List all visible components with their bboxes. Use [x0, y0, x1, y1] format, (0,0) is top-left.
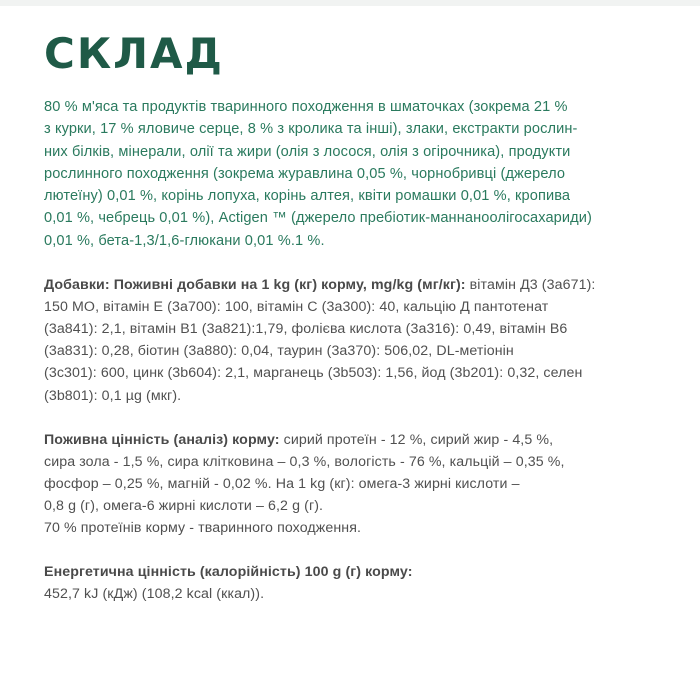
nutrition-line: 70 % протеїнів корму - тваринного походження. — [44, 520, 362, 537]
energy-line: 452,7 kJ (кДж) (108,2 kcal (ккал)). — [44, 586, 265, 603]
composition-line: 80 % м'яса та продуктів тваринного походження в шматочках (зокрема 21 % — [44, 99, 568, 115]
nutrition-line: сира зола - 1,5 %, сира клітковина – 0,3 %, вологість - 76 %, кальцій – 0,35 %, — [44, 453, 565, 470]
additives-section — [44, 274, 674, 407]
nutrition-label: Поживна цінність (аналіз) корму: — [44, 431, 280, 448]
top-divider — [0, 0, 700, 6]
additives-first-line — [44, 274, 674, 296]
nutrition-first-line-rest: сирий протеїн - 12 %, сирий жир - 4,5 %, — [279, 431, 554, 448]
page-title: СКЛАД — [44, 29, 224, 78]
additives-line: (3b801): 0,1 µg (мкг). — [44, 387, 182, 404]
additives-line: (3c301): 600, цинк (3b604): 2,1, марганець (3b503): 1,56, йод (3b201): 0,32, селен — [44, 365, 583, 382]
energy-section — [44, 561, 674, 605]
composition-line: рослинного походження (зокрема журавлина 0,05 %, чорнобривці (джерело — [44, 165, 566, 182]
composition-line: з курки, 17 % яловиче серце, 8 % з кролика та інші), злаки, екстракти рослин- — [44, 121, 578, 138]
additives-line: 150 МО, вітамін Е (3а700): 100, вітамін С (3а300): 40, кальцію Д пантотенат — [44, 299, 549, 316]
nutrition-first-line — [44, 429, 674, 451]
additives-line: (3а831): 0,28, біотин (3а880): 0,04, таурин (3а370): 506,02, DL-метіонін — [44, 343, 514, 360]
additives-line: (3а841): 2,1, вітамін В1 (3а821):1,79, фолієва кислота (3а316): 0,49, вітамін В6 — [44, 321, 568, 338]
nutrition-section — [44, 429, 674, 539]
additives-first-line-rest: вітамін Д3 (3а671): — [465, 277, 596, 294]
nutrition-line: фосфор – 0,25 %, магній - 0,02 %. На 1 kg (кг): омега-3 жирні кислоти – — [44, 475, 520, 492]
composition-card — [44, 28, 674, 605]
composition-line: них білків, мінерали, олії та жири (олія з лосося, олія з огірочника), продукти — [44, 143, 571, 160]
composition-line: 0,01 %, чебрець 0,01 %), Actigen ™ (джерело пребіотик-маннаноолігосахариди) — [44, 210, 592, 227]
composition-line: лютеїну) 0,01 %, корінь лопуха, корінь алтея, квіти ромашки 0,01 %, кропива — [44, 188, 571, 205]
composition-text — [44, 96, 674, 252]
additives-label: Добавки: Поживні добавки на 1 kg (кг) корму, mg/kg (мг/кг): — [44, 277, 466, 294]
composition-line: 0,01 %, бета-1,3/1,6-глюкани 0,01 %.1 %. — [44, 232, 325, 249]
nutrition-line: 0,8 g (г), омега-6 жирні кислоти – 6,2 g (г). — [44, 497, 324, 514]
energy-label: Енергетична цінність (калорійність) 100 g (г) корму: — [44, 564, 413, 581]
energy-label-line — [44, 561, 674, 583]
